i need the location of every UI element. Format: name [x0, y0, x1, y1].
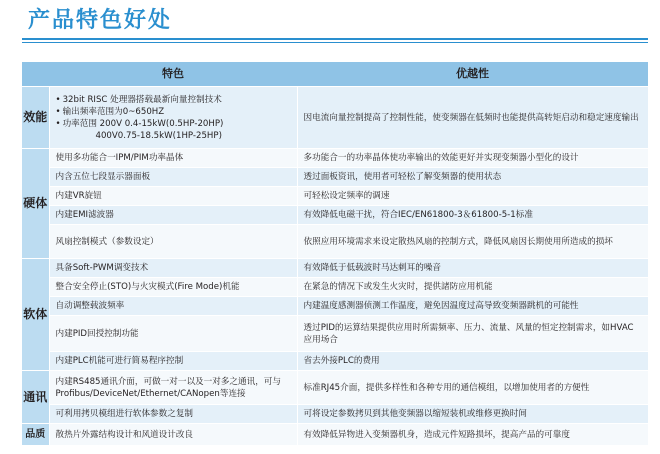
- table-row: [22, 371, 648, 405]
- table-row: [22, 187, 648, 206]
- advantage-cell: 有效降低于低载波时马达刺耳的噪音: [297, 259, 648, 278]
- feature-cell: 内建VR旋钮: [49, 187, 297, 206]
- title-underline: [22, 38, 648, 40]
- table-row: [22, 424, 648, 446]
- table-row: [22, 405, 648, 424]
- advantage-cell: 可轻松设定频率的调速: [297, 187, 648, 206]
- table-row: [22, 225, 648, 259]
- feature-cell: 内建PLC机能可进行简易程序控制: [49, 352, 297, 371]
- feature-line: • 输出频率范围为0~650HZ: [56, 106, 291, 118]
- category-quality: 品质: [22, 424, 49, 446]
- advantage-cell: 标准RJ45介面，提供多样性和各种专用的通信模组，以增加使用者的方便性: [297, 371, 648, 405]
- advantage-cell: 有效降低电磁干扰，符合IEC/EN61800-3＆61800-5-1标准: [297, 206, 648, 225]
- feature-line: • 32bit RISC 处理器搭载最新向量控制技术: [56, 94, 291, 106]
- advantage-cell: 内建温度感测器侦测工作温度，避免因温度过高导致变频器跳机的可能性: [297, 297, 648, 316]
- table-row: [22, 149, 648, 168]
- feature-cell: 可利用拷贝模组进行软体参数之复制: [49, 405, 297, 424]
- header-feature: 特色: [49, 62, 297, 87]
- feature-cell: 内建PID回授控制功能: [49, 316, 297, 352]
- feature-line: • 功率范围 200V 0.4-15kW(0.5HP-20HP): [56, 118, 291, 130]
- advantage-cell: 省去外接PLC的费用: [297, 352, 648, 371]
- advantage-cell: 在紧急的情况下或发生火灾时，提供諸防应用机能: [297, 278, 648, 297]
- advantage-cell: 多功能合一的功率晶体使功率输出的效能更好并实现变频器小型化的设计: [297, 149, 648, 168]
- table-row: [22, 168, 648, 187]
- feature-line: 400V0.75-18.5kW(1HP-25HP): [95, 130, 222, 141]
- feature-cell: 风扇控制模式（参数设定）: [49, 225, 297, 259]
- feature-cell: 使用多功能合一IPM/PIM功率晶体: [49, 149, 297, 168]
- feature-cell: [49, 87, 297, 149]
- advantage-cell: 因电流向量控制提高了控制性能，使变频器在低频时也能提供高转矩启动和稳定速度输出: [297, 87, 648, 149]
- header-category-cell: [22, 62, 49, 87]
- category-efficiency: 效能: [22, 87, 49, 149]
- table-row: [22, 87, 648, 149]
- advantage-cell: 透过PID的运算结果提供应用时所需频率、压力、流量、风量的恒定控制需求，如HVAC应用场合: [297, 316, 648, 352]
- feature-cell: 内含五位七段显示器面板: [49, 168, 297, 187]
- table-row: [22, 278, 648, 297]
- table-row: [22, 259, 648, 278]
- feature-cell: 整合安全停止(STO)与火灾模式(Fire Mode)机能: [49, 278, 297, 297]
- feature-cell: 具备Soft-PWM调变技术: [49, 259, 297, 278]
- advantage-cell: 有效降低异物进入变频器机身，造成元件短路损坏，提高产品的可靠度: [297, 424, 648, 446]
- advantage-cell: 依照应用环境需求来设定散热风扇的控制方式，降低风扇因长期使用所造成的损坏: [297, 225, 648, 259]
- title-underline-thin: [22, 42, 648, 43]
- feature-cell: 内建EMI滤波器: [49, 206, 297, 225]
- table-row: [22, 297, 648, 316]
- header-advantage: 优越性: [297, 62, 648, 87]
- advantage-cell: 透过面板资讯，使用者可轻松了解变频器的使用状态: [297, 168, 648, 187]
- table-header-row: [22, 62, 648, 87]
- feature-cell: 自动调整载波频率: [49, 297, 297, 316]
- feature-cell: 内建RS485通讯介面，可做一对一以及一对多之通讯，可与Profibus/DeviceNet/Ethernet/CANopen等连接: [49, 371, 297, 405]
- feature-cell: 散热片外露结构设计和风道设计改良: [49, 424, 297, 446]
- category-communication: 通讯: [22, 371, 49, 424]
- table-row: [22, 206, 648, 225]
- advantage-cell: 可将设定参数拷贝到其他变频器以缩短装机或维修更换时间: [297, 405, 648, 424]
- category-software: 软体: [22, 259, 49, 371]
- features-table: [22, 62, 648, 446]
- category-hardware: 硬体: [22, 149, 49, 259]
- table-row: [22, 352, 648, 371]
- table-row: [22, 316, 648, 352]
- page-title: 产品特色好处: [28, 8, 173, 33]
